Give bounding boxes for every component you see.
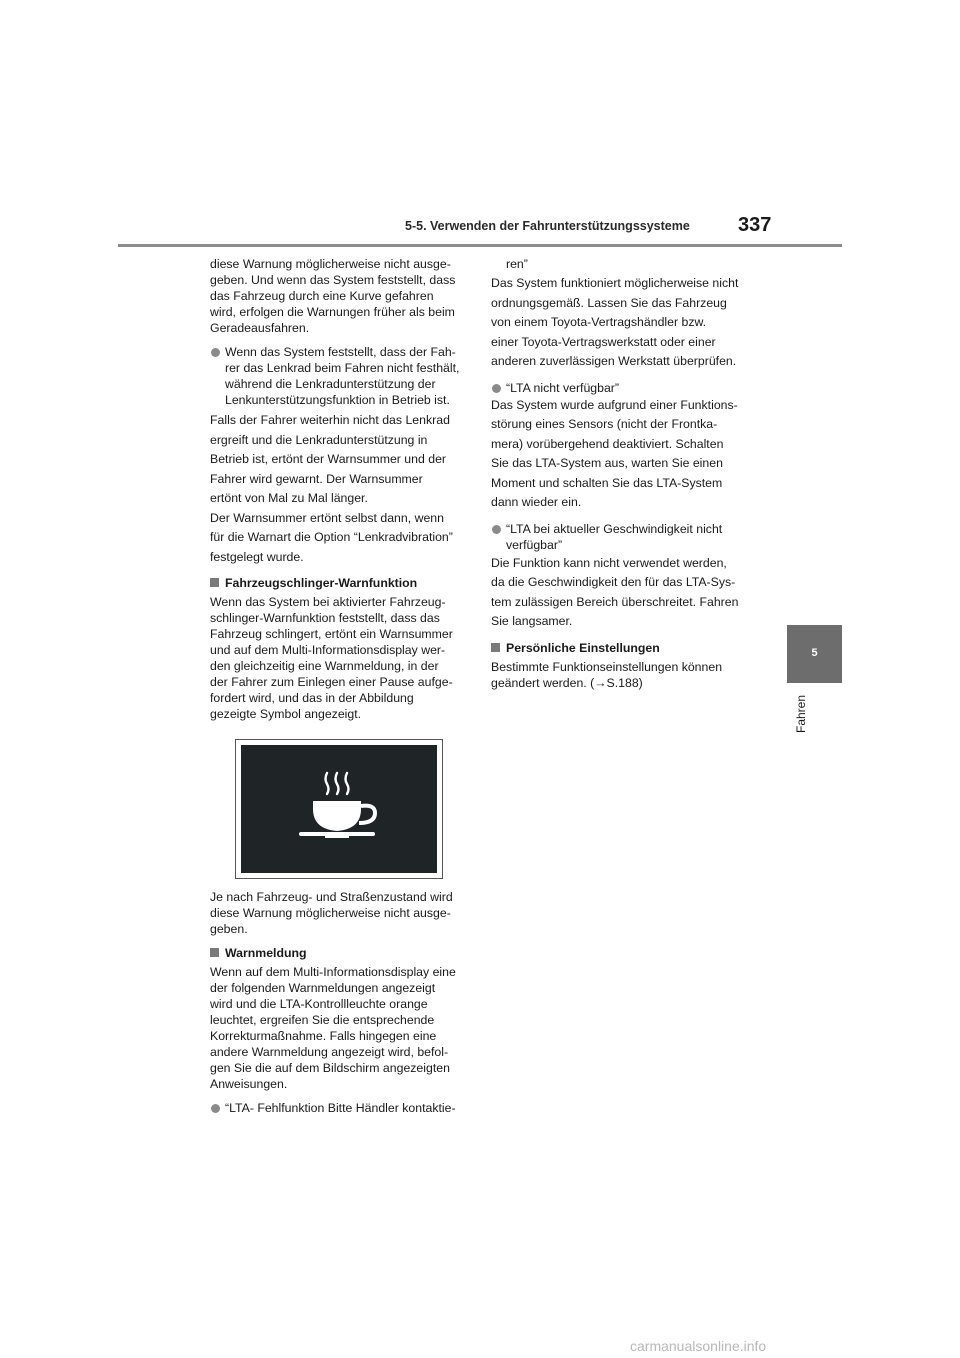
page-reference[interactable]: geändert werden. (→S.188) xyxy=(491,675,643,690)
paragraph: Wenn auf dem Multi-Informationsdisplay eine der folgenden Warnmeldungen angezeigt wird und die LTA-Kontrollleuchte orange leuchtet, ergreifen Sie die entsprechende Korrekturmaßnahme. Falls hingegen eine andere Warnmeldung angezeigt wird, befol- gen Sie die auf dem Bildschirm angezeigten Anweisungen. xyxy=(210,965,456,1091)
page-number: 337 xyxy=(738,214,772,236)
section-heading: Warnmeldung xyxy=(210,945,472,961)
paragraph: diese Warnung möglicherweise nicht ausge- geben. Und wenn das System feststellt, dass das Fahrzeug durch eine Kurve gefahren wird, erfolgen die Warnungen früher als beim Geradeausfahren. xyxy=(210,257,456,335)
chapter-tab xyxy=(787,625,842,683)
watermark: carmanualsonline.info xyxy=(630,1338,767,1354)
bullet-item: “LTA nicht verfügbar” xyxy=(491,380,753,396)
section-heading: Fahrzeugschlinger-Warnfunktion xyxy=(210,575,472,591)
bullet-item: Wenn das System feststellt, dass der Fah- rer das Lenkrad beim Fahren nicht festhält, während die Lenkradunterstützung der Lenkunterstützungsfunktion in Betrieb ist. xyxy=(210,344,472,408)
coffee-cup-icon xyxy=(241,745,435,871)
bullet-continuation: ren” xyxy=(506,257,528,271)
paragraph: Falls der Fahrer weiterhin nicht das Lenkrad ergreift und die Lenkradunterstützung in Betrieb ist, ertönt der Warnsummer und der Fahrer wird gewarnt. Der Warnsummer ertönt von Mal zu Mal länger. Der Warnsummer ertönt selbst dann, wenn für die Warnart die Option “Lenkradvibration” festgelegt wurde. xyxy=(210,413,453,564)
paragraph: Wenn das System bei aktivierter Fahrzeug- schlinger-Warnfunktion feststellt, dass das Fahrzeug schlingert, ertönt ein Warnsummer und auf dem Multi-Informationsdisplay wer- den gleichzeitig eine Warnmeldung, in der der Fahrer zum Einlegen einer Pause aufge- fordert wird, und das in der Abbildung gezeigte Symbol angezeigt. xyxy=(210,595,453,721)
bullet-item: “LTA bei aktueller Geschwindigkeit nicht verfügbar” xyxy=(491,521,753,553)
left-column xyxy=(210,256,472,1116)
section-heading: Persönliche Einstellungen xyxy=(491,640,753,656)
section-title: 5-5. Verwenden der Fahrunterstützungssysteme xyxy=(405,219,690,233)
bullet-item: “LTA- Fehlfunktion Bitte Händler kontaktie- xyxy=(210,1100,472,1116)
paragraph: Das System wurde aufgrund einer Funktions- störung eines Sensors (nicht der Frontka- mera) vorübergehend deaktiviert. Schalten Sie das LTA-System aus, warten Sie einen Moment und schalten Sie das LTA-System dann wieder ein. xyxy=(491,397,738,509)
paragraph: Bestimmte Funktionseinstellungen können geändert werden. (→S.188) xyxy=(491,659,753,691)
paragraph: Die Funktion kann nicht verwendet werden, da die Geschwindigkeit den für das LTA-Sys- tem zulässigen Bereich überschreitet. Fahren Sie langsamer. xyxy=(491,555,739,628)
paragraph: Je nach Fahrzeug- und Straßenzustand wird diese Warnung möglicherweise nicht ausge- geben. xyxy=(210,890,453,936)
header-divider xyxy=(118,244,842,247)
paragraph: Das System funktioniert möglicherweise nicht ordnungsgemäß. Lassen Sie das Fahrzeug von einem Toyota-Vertragshändler bzw. einer Toyota-Vertragswerkstatt oder einer anderen zuverlässigen Werkstatt überprüfen. xyxy=(491,276,739,368)
chapter-label: Fahren xyxy=(794,695,808,734)
chapter-number: 5 xyxy=(811,647,818,659)
display-screen xyxy=(241,745,437,873)
right-column xyxy=(491,256,753,691)
warning-illustration xyxy=(235,739,443,879)
